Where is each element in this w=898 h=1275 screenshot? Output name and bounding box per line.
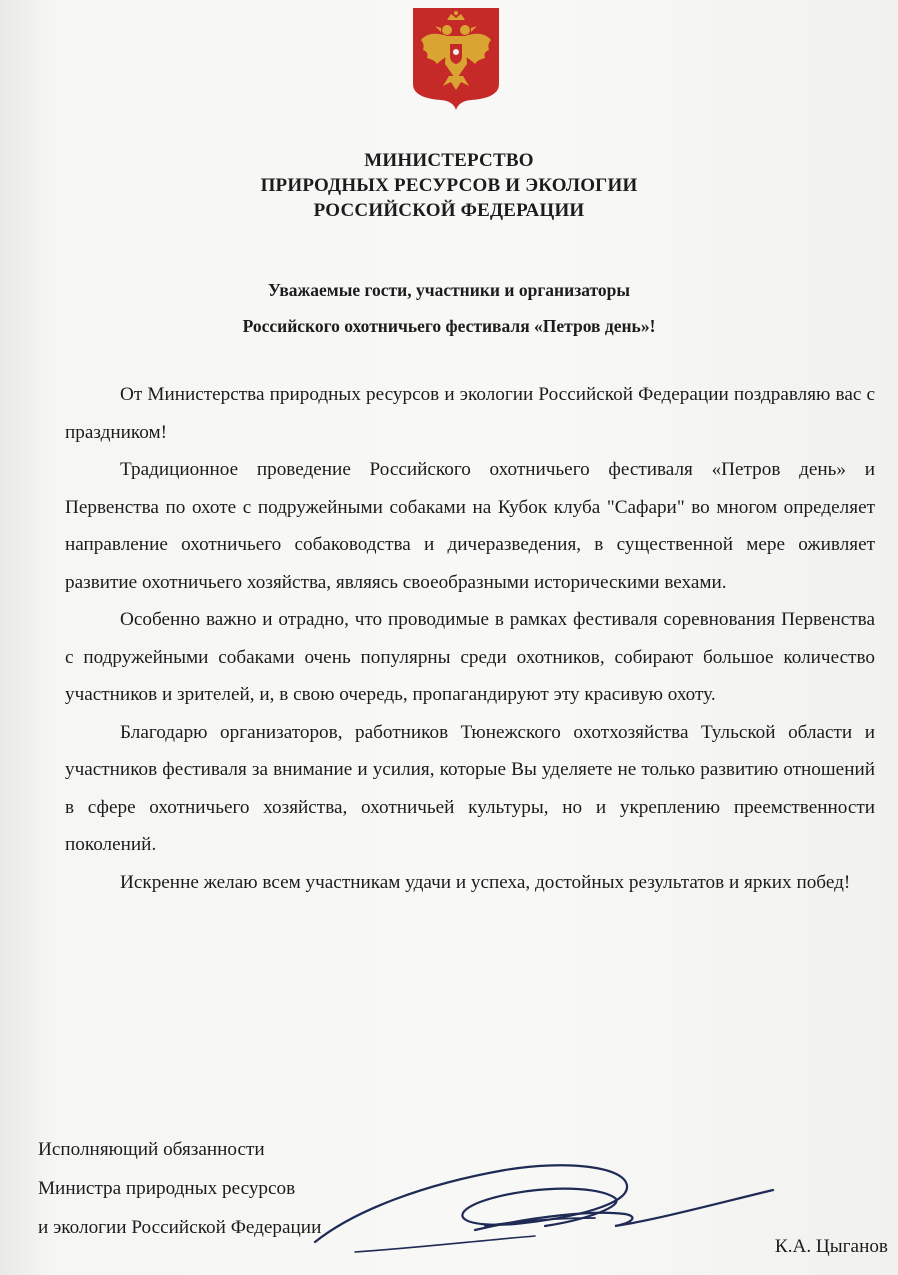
ministry-header-line-3: РОССИЙСКОЙ ФЕДЕРАЦИИ — [313, 200, 585, 221]
greeting-line-1: Уважаемые гости, участники и организаторы — [267, 280, 631, 300]
signature-block — [38, 1130, 321, 1247]
body-paragraph: Особенно важно и отрадно, что проводимые в рамках фестиваля соревнования Первенства с подружейными собаками очень популярны среди охотников, собирают большое количество участников и зрителей, и, в свою очередь, пропагандируют эту красивую охоту. — [65, 609, 875, 705]
signer-position-line-2: Министра природных ресурсов — [38, 1178, 296, 1199]
russian-coat-of-arms-icon — [411, 6, 501, 110]
ministry-header — [0, 148, 898, 223]
ministry-header-line-1: МИНИСТЕРСТВО — [364, 150, 534, 171]
greeting-line-2: Российского охотничьего фестиваля «Петров день»! — [242, 316, 656, 336]
signer-position-line-3: и экологии Российской Федерации — [38, 1217, 322, 1238]
body-paragraph: Традиционное проведение Российского охотничьего фестиваля «Петров день» и Первенства по охоте с подружейными собаками на Кубок клуба "Сафари" во многом определяет направление охотничьего собаководства и дичеразведения, в существенной мере оживляет развитие охотничьего хозяйства, являясь своеобразными историческими вехами. — [65, 459, 875, 593]
letter-body — [65, 376, 875, 901]
body-paragraph: Благодарю организаторов, работников Тюнежского охотхозяйства Тульской области и участников фестиваля за внимание и усилия, которые Вы уделяете не только развитию отношений в сфере охотничьего хозяйства, охотничьей культуры, но и укреплению преемственности поколений. — [65, 721, 875, 855]
body-paragraph: Искренне желаю всем участникам удачи и успеха, достойных результатов и ярких побед! — [120, 871, 851, 893]
handwritten-signature — [295, 1140, 795, 1270]
greeting — [0, 272, 898, 344]
signer-position-line-1: Исполняющий обязанности — [38, 1139, 265, 1160]
ministry-header-line-2: ПРИРОДНЫХ РЕСУРСОВ И ЭКОЛОГИИ — [260, 175, 638, 196]
body-paragraph: От Министерства природных ресурсов и экологии Российской Федерации поздравляю вас с праздником! — [65, 384, 875, 443]
signer-name: К.А. Цыганов — [774, 1236, 888, 1257]
